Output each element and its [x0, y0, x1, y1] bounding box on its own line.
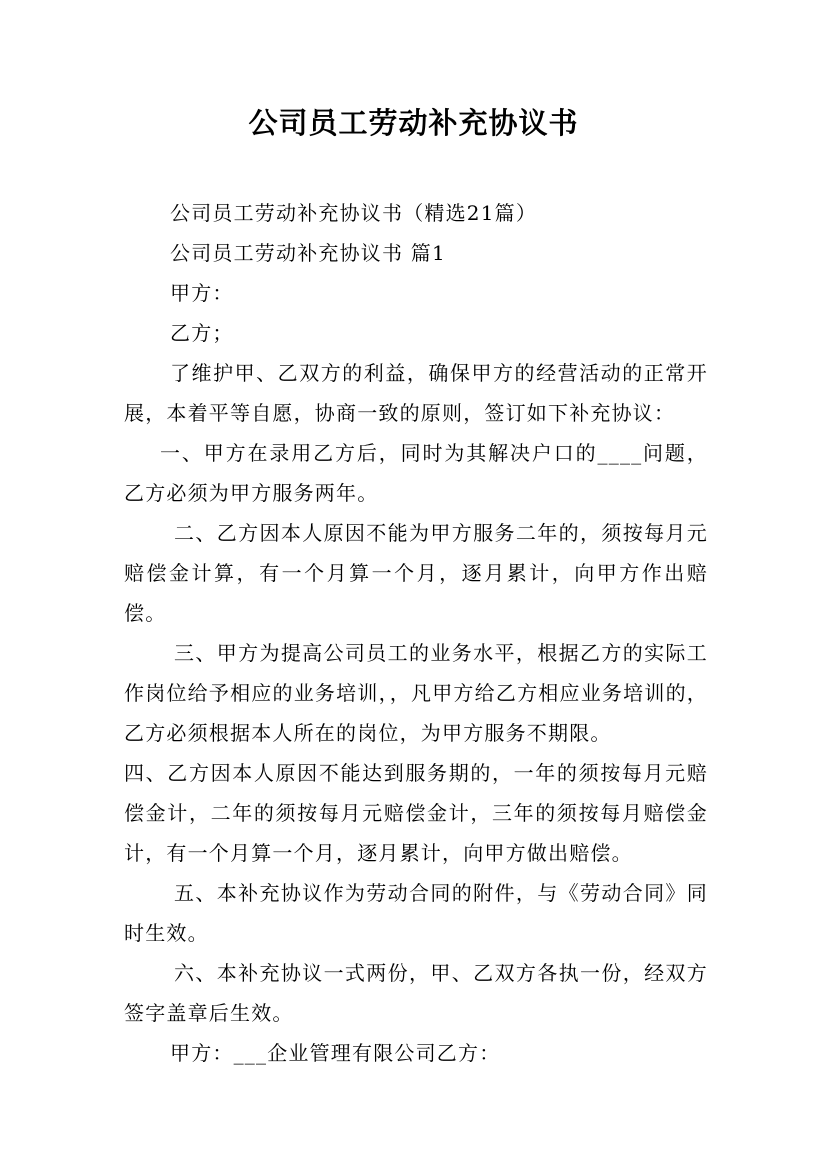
paragraph-clause-5: 五、本补充协议作为劳动合同的附件，与《劳动合同》同时生效。 — [124, 881, 708, 945]
paragraph-clause-2: 二、乙方因本人原因不能为甲方服务二年的，须按每月元赔偿金计算，有一个月算一个月，逐月累计，向甲方作出赔偿。 — [124, 521, 708, 625]
paragraph-signature-line: 甲方：___企业管理有限公司乙方： — [170, 1041, 501, 1065]
paragraph-preamble: 了维护甲、乙双方的利益，确保甲方的经营活动的正常开展，本着平等自愿，协商一致的原则，签订如下补充协议： — [124, 361, 708, 425]
paragraph-clause-4: 四、乙方因本人原因不能达到服务期的，一年的须按每月元赔偿金计，二年的须按每月元赔偿金计，三年的须按每月赔偿金计，有一个月算一个月，逐月累计，向甲方做出赔偿。 — [124, 761, 708, 865]
document-title: 公司员工劳动补充协议书 — [248, 106, 579, 140]
paragraph-party-b: 乙方； — [170, 321, 234, 345]
paragraph-chapter-heading: 公司员工劳动补充协议书 篇1 — [170, 241, 446, 265]
paragraph-clause-3: 三、甲方为提高公司员工的业务水平，根据乙方的实际工作岗位给予相应的业务培训，，凡甲方给乙方相应业务培训的，乙方必须根据本人所在的岗位，为甲方服务不期限。 — [124, 641, 708, 745]
paragraph-clause-1: 一、甲方在录用乙方后，同时为其解决户口的____问题，乙方必须为甲方服务两年。 — [124, 441, 708, 505]
document-body — [124, 193, 708, 1073]
paragraph-clause-6: 六、本补充协议一式两份，甲、乙双方各执一份，经双方签字盖章后生效。 — [124, 961, 708, 1025]
paragraph-party-a: 甲方： — [170, 281, 234, 305]
paragraph-subtitle: 公司员工劳动补充协议书（精选21篇） — [170, 201, 538, 225]
